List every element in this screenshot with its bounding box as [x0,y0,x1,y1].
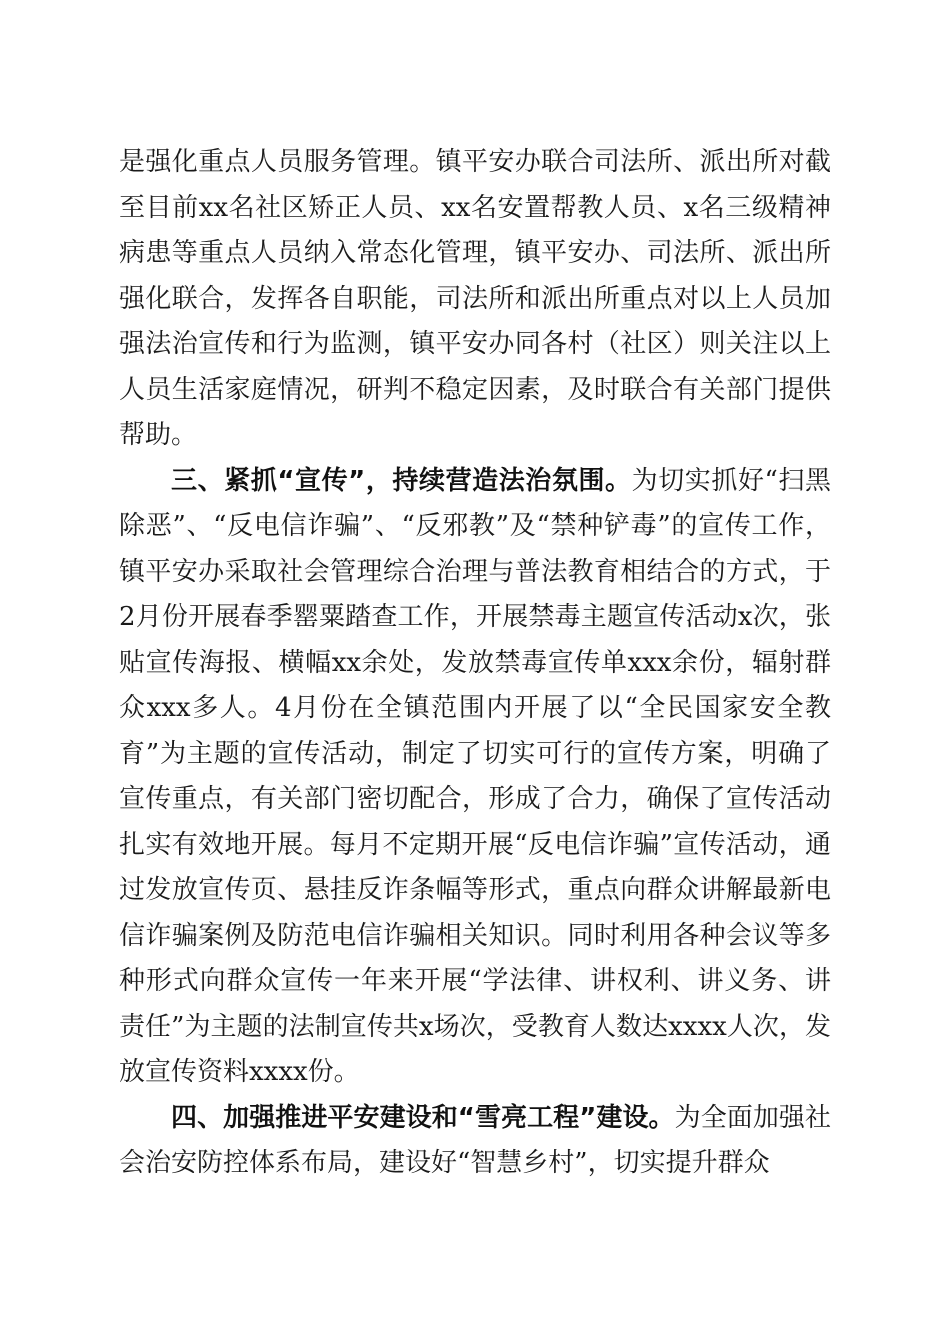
section-heading-publicity: 三、紧抓“宣传”，持续营造法治氛围。 [171,465,632,496]
paragraph-safety-construction [119,1096,831,1187]
paragraph-text: 是强化重点人员服务管理。镇平安办联合司法所、派出所对截至目前xx名社区矫正人员、xx名安置帮教人员、x名三级精神病患等重点人员纳入常态化管理，镇平安办、司法所、派出所强化联合，发挥各自职能，司法所和派出所重点对以上人员加强法治宣传和行为监测，镇平安办同各村（社区）则关注以上人员生活家庭情况，研判不稳定因素，及时联合有关部门提供帮助。 [119,147,831,450]
paragraph-text: 为切实抓好“扫黑除恶”、“反电信诈骗”、“反邪教”及“禁种铲毒”的宣传工作，镇平安办采取社会管理综合治理与普法教育相结合的方式，于2月份开展春季罂粟踏查工作，开展禁毒主题宣传活动x次，张贴宣传海报、横幅xx余处，发放禁毒宣传单xxx余份，辐射群众xxx多人。4月份在全镇范围内开展了以“全民国家安全教育”为主题的宣传活动，制定了切实可行的宣传方案，明确了宣传重点，有关部门密切配合，形成了合力，确保了宣传活动扎实有效地开展。每月不定期开展“反电信诈骗”宣传活动，通过发放宣传页、悬挂反诈条幅等形式，重点向群众讲解最新电信诈骗案例及防范电信诈骗相关知识。同时利用各种会议等多种形式向群众宣传一年来开展“学法律、讲权利、讲义务、讲责任”为主题的法制宣传共x场次，受教育人数达xxxx人次，发放宣传资料xxxx份。 [119,465,831,1087]
paragraph-publicity [119,459,831,1096]
paragraph-key-personnel-management [119,140,831,459]
paragraph-text: 为全面加强社会治安防控体系布局，建设好“智慧乡村”，切实提升群众 [119,1102,831,1178]
section-heading-safety-construction: 四、加强推进平安建设和“雪亮工程”建设。 [171,1102,675,1133]
document-body [119,140,831,1187]
